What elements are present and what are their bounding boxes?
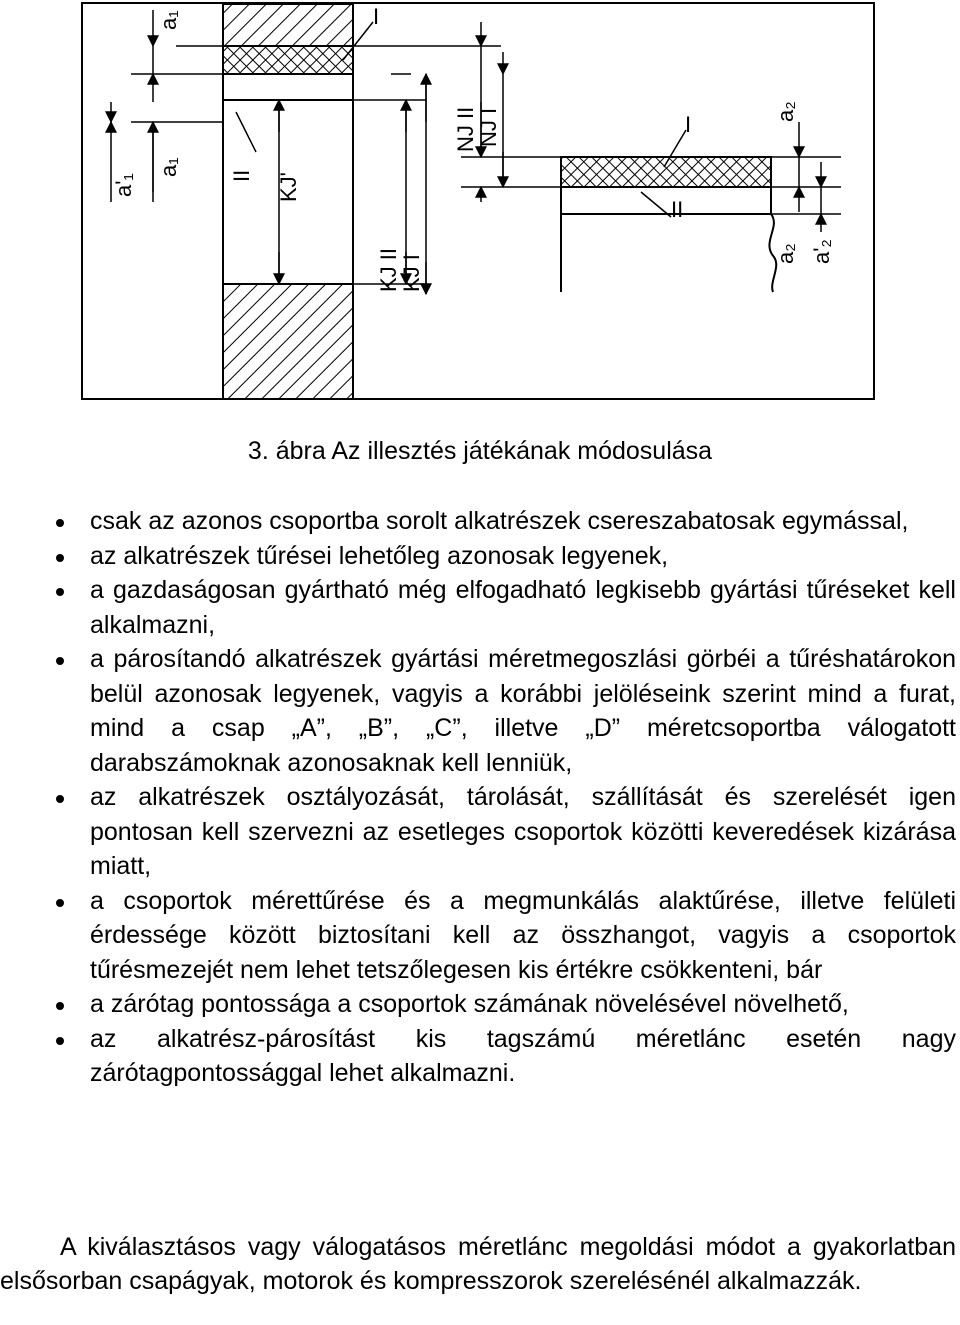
bullet-icon [56, 1002, 64, 1010]
hole-wall-top [223, 4, 353, 46]
list-item: a párosítandó alkatrészek gyártási méretmegoszlási görbéi a tűréshatárokon belül azonosak legyenek, vagyis a korábbi jelöléseink szerint mind a furat, mind a csap „A”, „B”, „C”, illetve „D” méretcsoportba válogatott darabszámoknak azonosaknak kell lenniük, [0, 642, 960, 780]
body-paragraph: A kiválasztásos vagy válogatásos méretlánc megoldási módot a gyakorlatban elsősorban csapágyak, motorok és kompresszorok szerelésénél alkalmazzák. [0, 1233, 956, 1295]
bullet-icon [56, 795, 64, 803]
shaft-tolerance-zone-inner [561, 187, 771, 214]
list-item: a gazdaságosan gyártható még elfogadható legkisebb gyártási tűréseket kell alkalmazni, [0, 573, 960, 642]
hole-wall-bottom [223, 284, 353, 399]
label-a1-top: a₁ [156, 10, 181, 30]
label-ii-left: II [229, 169, 254, 182]
label-a1-lower: a₁ [156, 157, 181, 177]
shaft-tolerance-zone-outer [561, 157, 771, 187]
figure-frame [82, 3, 874, 399]
list-item: csak az azonos csoportba sorolt alkatrészek csereszabatosak egymással, [0, 504, 960, 539]
label-kj-prime: KJ' [276, 172, 301, 202]
label-a2-mid: a₂ [773, 243, 798, 264]
bullet-icon [56, 588, 64, 596]
list-item: az alkatrészek tűrései lehetőleg azonosak legyenek, [0, 539, 960, 574]
figure-caption: 3. ábra Az illesztés játékának módosulása [247, 437, 713, 465]
label-nj-ii: NJ II [453, 106, 478, 152]
bullet-icon [56, 657, 64, 665]
label-nj-i: NJ I [476, 107, 501, 147]
label-i-right: I [685, 112, 692, 137]
list-item: az alkatrészek osztályozását, tárolását, szállítását és szerelését igen pontosan kell szervezni az esetleges csoportok közötti keveredések kizárása miatt, [0, 780, 960, 884]
list-item: a zárótag pontossága a csoportok számának növelésével növelhető, [0, 987, 960, 1022]
hole-tolerance-zone-outer [223, 46, 353, 74]
label-a2-prime: a'₂ [809, 239, 834, 264]
label-a2-top: a₂ [773, 101, 798, 122]
bullet-icon [56, 554, 64, 562]
list-item: az alkatrész-párosítást kis tagszámú méretlánc esetén nagy zárótagpontossággal lehet alkalmazni. [0, 1022, 960, 1091]
bullet-icon [56, 519, 64, 527]
bullet-icon [56, 899, 64, 907]
list-item: a csoportok mérettűrése és a megmunkálás alaktűrése, illetve felületi érdessége között biztosítani kell az összhangot, vagyis a csoportok tűrésmezejét nem lehet tetszőlegesen kis értékre csökkenteni, bár [0, 884, 960, 988]
label-ii-right: II [671, 197, 684, 222]
tolerance-diagram [81, 2, 875, 400]
label-i-left: I [373, 4, 380, 29]
label-a1-prime: a'₁ [111, 173, 136, 197]
label-kj-i: KJ I [399, 254, 424, 292]
label-kj-ii: KJ II [376, 247, 401, 292]
hole-tolerance-zone-inner [223, 74, 353, 100]
bullet-icon [56, 1037, 64, 1045]
bullet-list [0, 504, 960, 1091]
